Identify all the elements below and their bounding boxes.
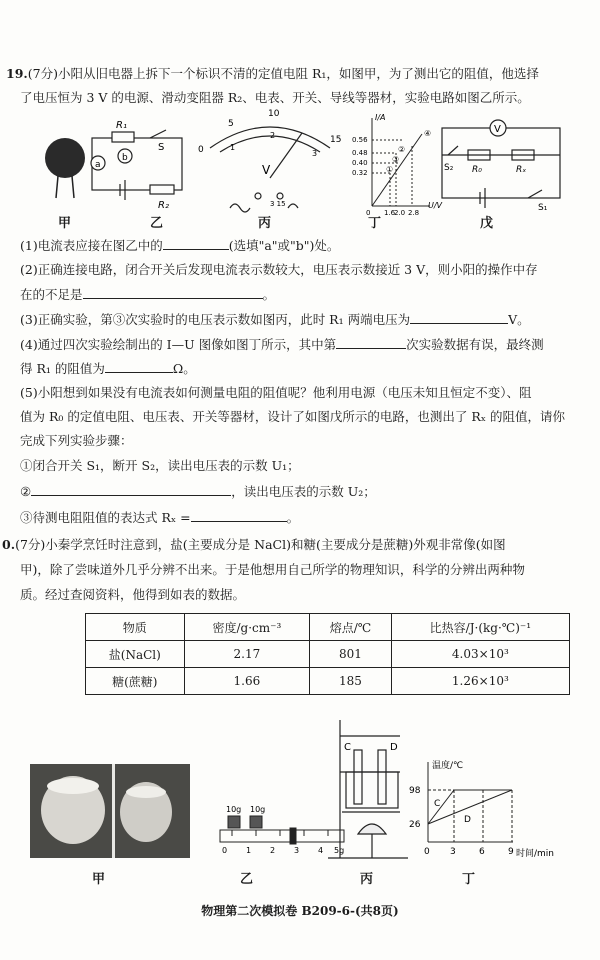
fig-bing-t10: 10 [268,109,280,119]
fig-bing-u3: 3 [312,149,318,158]
fig-ding-ylabel: I/A [375,113,386,122]
q19-sub-2b: 在的不足是 。 [20,287,276,302]
fig-yi-balance [220,816,344,844]
q20-intro-1: 0.(7分)小秦学烹饪时注意到，盐(主要成分是 NaCl)和糖(主要成分是蔗糖)外观非常像(如图 [2,537,506,552]
table-cell: 185 [310,668,392,695]
answer-blank-3[interactable] [410,311,508,324]
answer-blank-2[interactable] [83,286,263,299]
answer-blank-6[interactable] [31,483,231,496]
q19-sub-5c: 完成下列实验步骤： [20,433,133,448]
q19-fig-label-bing: 丙 [258,216,272,231]
fig-ding-x3: 2.8 [408,209,420,217]
fig-bing-u1: 1 [230,143,236,152]
q19-sub-1: (1)电流表应接在图乙中的 (选填"a"或"b")处。 [20,238,340,253]
q20-fig-label-bing: 丙 [360,872,374,887]
fig-bing-t15: 15 [330,135,342,145]
fig-yi-s: S [158,142,165,153]
fig-ding-y98: 98 [409,786,421,796]
table-header-row [86,614,570,641]
fig-ding-graph [372,118,430,206]
fig-ding-y3: 0.40 [352,159,368,167]
table-row [86,641,570,668]
q19-step-2: ② ，读出电压表的示数 U₂； [20,484,376,499]
answer-blank-5[interactable] [105,360,173,373]
q20-fig-label-yi: 乙 [240,872,254,887]
table-cell: 4.03×10³ [391,641,569,668]
answer-blank-1[interactable] [163,237,229,250]
fig-bing-terminals: 3 15 [270,200,286,208]
q19-fig-label-yi: 乙 [150,216,164,231]
table-cell: 2.17 [184,641,310,668]
fig-ding-p1: ① [386,165,394,174]
fig-ding-x9: 9 [508,847,514,857]
q20-fig-label-ding: 丁 [462,872,476,887]
q19-sub-5b: 值为 R₀ 的定值电阻、电压表、开关等器材，设计了如图戊所示的电路，也测出了 Rₓ 的阻值，请你 [20,409,566,424]
table-cell: 1.26×10³ [391,668,569,695]
q20-data-table [85,613,570,695]
q19-fig-label-ding: 丁 [368,216,382,231]
fig-jia-photo [30,764,190,858]
fig-ding-xlabel: 时间/min [516,849,555,859]
table-row [86,668,570,695]
fig-yi-b: b [122,153,128,163]
fig-yi-weight-1: 10g [226,805,242,814]
q19-sub-4b: 得 R₁ 的阻值为 Ω。 [20,361,196,376]
table-cell: 糖(蔗糖) [86,668,185,695]
fig-ding-y4: 0.32 [352,169,368,177]
fig-yi-r2: R₂ [158,200,169,211]
fig-bing-v: V [262,163,271,177]
fig-ding-c: C [434,799,441,809]
fig-ding-ylabel: 温度/℃ [432,761,464,771]
fig-wu-rx: Rₓ [516,165,527,175]
fig-wu-s2: S₂ [444,163,454,173]
table-header: 密度/g·cm⁻³ [184,614,310,641]
q19-step-3: ③待测电阻阻值的表达式 Rₓ = 。 [20,510,300,525]
fig-yi-tick-3: 3 [294,846,300,855]
fig-ding-y1: 0.56 [352,136,368,144]
q19-sub-2: (2)正确连接电路，闭合开关后发现电流表示数较大，电压表示数接近 3 V，则小阳的操作中存 [20,262,538,277]
table-cell: 1.66 [184,668,310,695]
fig-jia-resistor [45,138,85,198]
q19-intro-2: 了电压恒为 3 V 的电源、滑动变阻器 R₂、电表、开关、导线等器材，实验电路如图乙所示。 [20,90,530,105]
table-cell: 801 [310,641,392,668]
q19-fig-label-jia: 甲 [58,216,72,231]
table-header: 熔点/℃ [310,614,392,641]
q20-intro-2: 甲)，除了尝味道外几乎分辨不出来。于是他想用自己所学的物理知识，科学的分辨出两种物 [20,562,525,577]
fig-ding-p2: ② [398,145,406,154]
fig-wu-r0: R₀ [472,165,482,175]
fig-ding-p3: ③ [392,155,400,164]
q19-sub-4: (4)通过四次实验绘制出的 I—U 图像如图丁所示，其中第 次实验数据有误，最终测 [20,337,544,352]
fig-ding-x0: 0 [366,209,371,217]
answer-blank-7[interactable] [191,509,287,522]
fig-yi-circuit [91,130,182,200]
q19-figures [30,108,575,228]
q20-figures [28,712,578,862]
fig-ding-x1: 1.6 [384,209,396,217]
fig-ding-x3: 3 [450,847,456,857]
fig-ding-y26: 26 [409,820,421,830]
fig-wu-v: V [494,124,501,135]
fig-ding-xlabel: U/V [428,201,443,210]
fig-yi-r1: R₁ [116,120,127,131]
fig-bing-apparatus [328,720,408,858]
table-header: 物质 [86,614,185,641]
fig-yi-tick-5: 5g [334,846,345,855]
page-footer: 物理第二次模拟卷 B209-6-(共8页) [201,904,399,918]
fig-bing-d: D [390,742,398,753]
answer-blank-4[interactable] [336,336,406,349]
q19-step-1: ①闭合开关 S₁，断开 S₂，读出电压表的示数 U₁； [20,458,300,473]
q19-fig-label-wu: 戊 [480,216,494,231]
fig-bing-t0: 0 [198,145,204,155]
fig-ding-x2: 2.0 [394,209,406,217]
fig-wu-circuit [442,120,560,208]
fig-yi-tick-0: 0 [222,846,228,855]
table-cell: 盐(NaCl) [86,641,185,668]
q19-sub-3: (3)正确实验，第③次实验时的电压表示数如图丙，此时 R₁ 两端电压为 V。 [20,312,530,327]
q20-intro-3: 质。经过查阅资料，他得到如表的数据。 [20,587,246,602]
fig-wu-s1: S₁ [538,203,548,213]
fig-ding-d: D [464,815,471,825]
q19-intro-1: 19.(7分)小阳从旧电器上拆下一个标识不清的定值电阻 R₁，如图甲，为了测出它的阻值，他选择 [6,66,539,81]
table-header: 比热容/J·(kg·℃)⁻¹ [391,614,569,641]
fig-yi-tick-4: 4 [318,846,324,855]
fig-ding-temp-graph [428,762,513,842]
fig-bing-c: C [344,742,351,753]
q19-sub-5a: (5)小阳想到如果没有电流表如何测量电阻的阻值呢？他利用电源（电压未知且恒定不变）、阻 [20,385,532,400]
fig-bing-u2: 2 [270,131,276,140]
fig-bing-t5: 5 [228,119,234,129]
fig-yi-tick-1: 1 [246,846,252,855]
fig-yi-tick-2: 2 [270,846,276,855]
fig-yi-a: a [95,160,101,170]
q20-fig-label-jia: 甲 [92,872,106,887]
fig-ding-x6: 6 [479,847,485,857]
fig-yi-weight-2: 10g [250,805,266,814]
fig-ding-x0: 0 [424,847,430,857]
fig-ding-y2: 0.48 [352,149,368,157]
fig-ding-p4: ④ [424,129,432,138]
